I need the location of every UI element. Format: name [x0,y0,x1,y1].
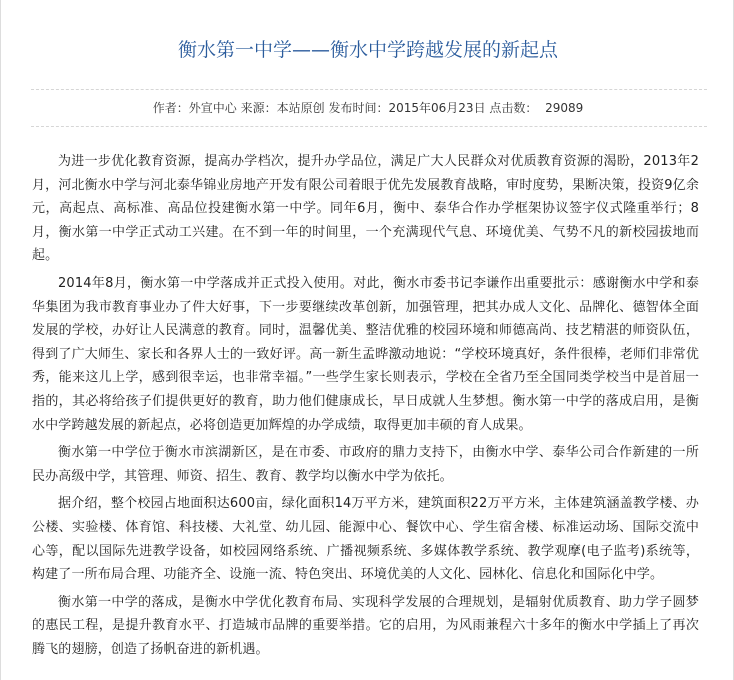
paragraph: 为进一步优化教育资源，提高办学档次，提升办学品位，满足广大人民群众对优质教育资源的渴盼，2013年2月，河北衡水中学与河北泰华锦业房地产开发有限公司着眼于优先发展教育战略，审时度势，果断决策，投资9亿余元，高起点、高标准、高品位投建衡水第一中学。同年6月，衡中、泰华合作办学框架协议签字仪式隆重举行；8月，衡水第一中学正式动工兴建。在不到一年的时间里，一个充满现代气息、环境优美、气势不凡的新校园拔地而起。 [32,154,699,264]
paragraph: 2014年8月，衡水第一中学落成并正式投入使用。对此，衡水市委书记李谦作出重要批示：感谢衡水中学和泰华集团为我市教育事业办了件大好事，下一步要继续改革创新，加强管理，把其办成人文化、品牌化、德智体全面发展的学校，办好让人民满意的教育。同时，温馨优美、整洁优雅的校园环境和师德高尚、技艺精湛的师资队伍，得到了广大师生、家长和各界人士的一致好评。高一新生孟晔激动地说：“学校环境真好，条件很棒，老师们非常优秀，能来这儿上学，感到很幸运，也非常幸福。”一些学生家长则表示，学校在全省乃至全国同类学校当中是首屈一指的，其必将给孩子们提供更好的教育，助力他们健康成长，早日成就人生梦想。衡水第一中学的落成启用，是衡水中学跨越发展的新起点，必将创造更加辉煌的办学成绩，取得更加丰硕的育人成果。 [32,275,699,433]
date-value: 2015年06月23日 [388,101,486,115]
paragraph: 衡水第一中学位于衡水市滨湖新区，是在市委、市政府的鼎力支持下，由衡水中学、泰华公司合作新建的一所民办高级中学，其管理、师资、招生、教育、教学均以衡水中学为依托。 [32,445,699,484]
article-body [32,150,699,661]
paragraph: 据介绍，整个校园占地面积达600亩，绿化面积14万平方米，建筑面积22万平方米，主体建筑涵盖教学楼、办公楼、实验楼、体育馆、科技楼、大礼堂、幼儿园、能源中心、餐饮中心、学生宿舍楼、标准运动场、国际交流中心等，配以国际先进教学设备，如校园网络系统、广播视频系统、多媒体教学系统、教学观摩(电子监考)系统等，构建了一所布局合理、功能齐全、设施一流、特色突出、环境优美的人文化、园林化、信息化和国际化中学。 [32,496,699,583]
source-label: 来源： [240,101,277,115]
date-label: 发布时间： [328,101,389,115]
clicks-label: 点击数： [489,101,538,115]
author-label: 作者： [152,101,189,115]
article-title: 衡水第一中学——衡水中学跨越发展的新起点 [177,39,558,61]
paragraph: 衡水第一中学的落成，是衡水中学优化教育布局、实现科学发展的合理规划，是辐射优质教育、助力学子圆梦的惠民工程，是提升教育水平、打造城市品牌的重要举措。它的启用，为风雨兼程六十多年的衡水中学插上了再次腾飞的翅膀，创造了扬帆奋进的新机遇。 [32,594,699,657]
meta-divider [31,126,707,127]
clicks-value: 29089 [545,101,584,115]
source-value: 本站原创 [276,101,325,115]
author-value: 外宣中心 [188,101,237,115]
article-meta [1,99,734,117]
title-divider [31,89,707,90]
